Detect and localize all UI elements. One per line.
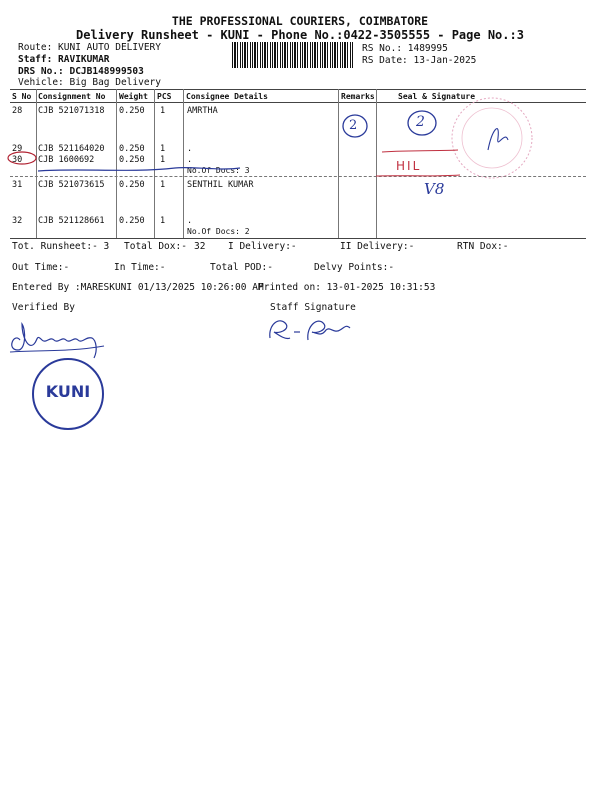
row-consignment: CJB 1600692 xyxy=(38,155,95,165)
row-weight: 0.250 xyxy=(119,155,145,165)
col-header-consignee: Consignee Details xyxy=(186,92,268,101)
row-consignee: . xyxy=(187,155,193,165)
row-pcs: 1 xyxy=(160,106,166,116)
col-header-weight: Weight xyxy=(119,92,148,101)
total-dox-label: Total Dox:- xyxy=(124,241,187,252)
col-header-seal: Seal & Signature xyxy=(398,92,476,101)
docs-count: No.Of Docs: 2 xyxy=(187,227,250,236)
in-time: In Time:- xyxy=(114,262,166,273)
entered-by: Entered By :MARESKUNI 01/13/2025 10:26:00 AM xyxy=(12,282,264,293)
staff-signature-icon xyxy=(260,310,380,350)
vg-mark: V8 xyxy=(424,180,445,198)
col-header-consignment: Consignment No xyxy=(38,92,106,101)
route-label: Route: KUNI AUTO DELIVERY xyxy=(18,42,161,53)
row-pcs: 1 xyxy=(160,180,166,190)
row-weight: 0.250 xyxy=(119,106,145,116)
i-delivery: I Delivery:- xyxy=(228,241,297,252)
staff-signature-label: Staff Signature xyxy=(270,302,356,313)
row-consignment: CJB 521164020 xyxy=(38,144,105,154)
docs-count: No.Of Docs: 3 xyxy=(187,166,250,175)
verified-by-label: Verified By xyxy=(12,302,75,313)
row-consignment: CJB 521128661 xyxy=(38,216,105,226)
document-title: THE PROFESSIONAL COURIERS, COIMBATORE xyxy=(171,14,429,28)
printed-on: Printed on: 13-01-2025 10:31:53 xyxy=(258,282,436,293)
seal-handwritten: 2 xyxy=(416,114,425,130)
ii-delivery: II Delivery:- xyxy=(340,241,415,252)
col-header-remarks: Remarks xyxy=(341,92,375,101)
out-time: Out Time:- xyxy=(12,262,70,273)
row-sno: 29 xyxy=(12,144,23,154)
row-consignment: CJB 521071318 xyxy=(38,106,105,116)
row-sno: 32 xyxy=(12,216,23,226)
stamp-text: KUNI xyxy=(45,382,91,401)
row-pcs: 1 xyxy=(160,155,166,165)
row-consignee: . xyxy=(187,216,193,226)
delvy-points: Delvy Points:- xyxy=(314,262,395,273)
total-runsheet: Tot. Runsheet:- 3 xyxy=(12,241,110,252)
remark-handwritten: 2 xyxy=(349,118,358,133)
row-consignee: AMRTHA xyxy=(187,106,218,116)
row-weight: 0.250 xyxy=(119,216,145,226)
col-header-pcs: PCS xyxy=(157,92,172,101)
row-weight: 0.250 xyxy=(119,144,145,154)
col-header-sno: S No xyxy=(12,92,32,101)
staff-label: Staff: RAVIKUMAR xyxy=(18,54,110,65)
row-consignee: . xyxy=(187,144,193,154)
vehicle-label: Vehicle: Big Bag Delivery xyxy=(18,77,161,88)
rs-number: RS No.: 1489995 xyxy=(362,43,448,54)
row-consignee: SENTHIL KUMAR xyxy=(187,180,254,190)
total-dox-value: 32 xyxy=(194,241,206,252)
row-weight: 0.250 xyxy=(119,180,145,190)
total-pod: Total POD:- xyxy=(210,262,273,273)
row-consignment: CJB 521073615 xyxy=(38,180,105,190)
row-sno: 31 xyxy=(12,180,23,190)
rtn-dox: RTN Dox:- xyxy=(457,241,509,252)
rs-date: RS Date: 13-Jan-2025 xyxy=(362,55,477,66)
row-pcs: 1 xyxy=(160,144,166,154)
hil-mark: HIL xyxy=(396,159,422,173)
row-sno: 30 xyxy=(12,155,23,165)
handwritten-marks-icon xyxy=(0,0,600,260)
row-pcs: 1 xyxy=(160,216,166,226)
drs-number: DRS No.: DCJB148999503 xyxy=(18,66,144,77)
document-subtitle: Delivery Runsheet - KUNI - Phone No.:0422-3505555 - Page No.:3 xyxy=(76,28,524,42)
row-sno: 28 xyxy=(12,106,23,116)
